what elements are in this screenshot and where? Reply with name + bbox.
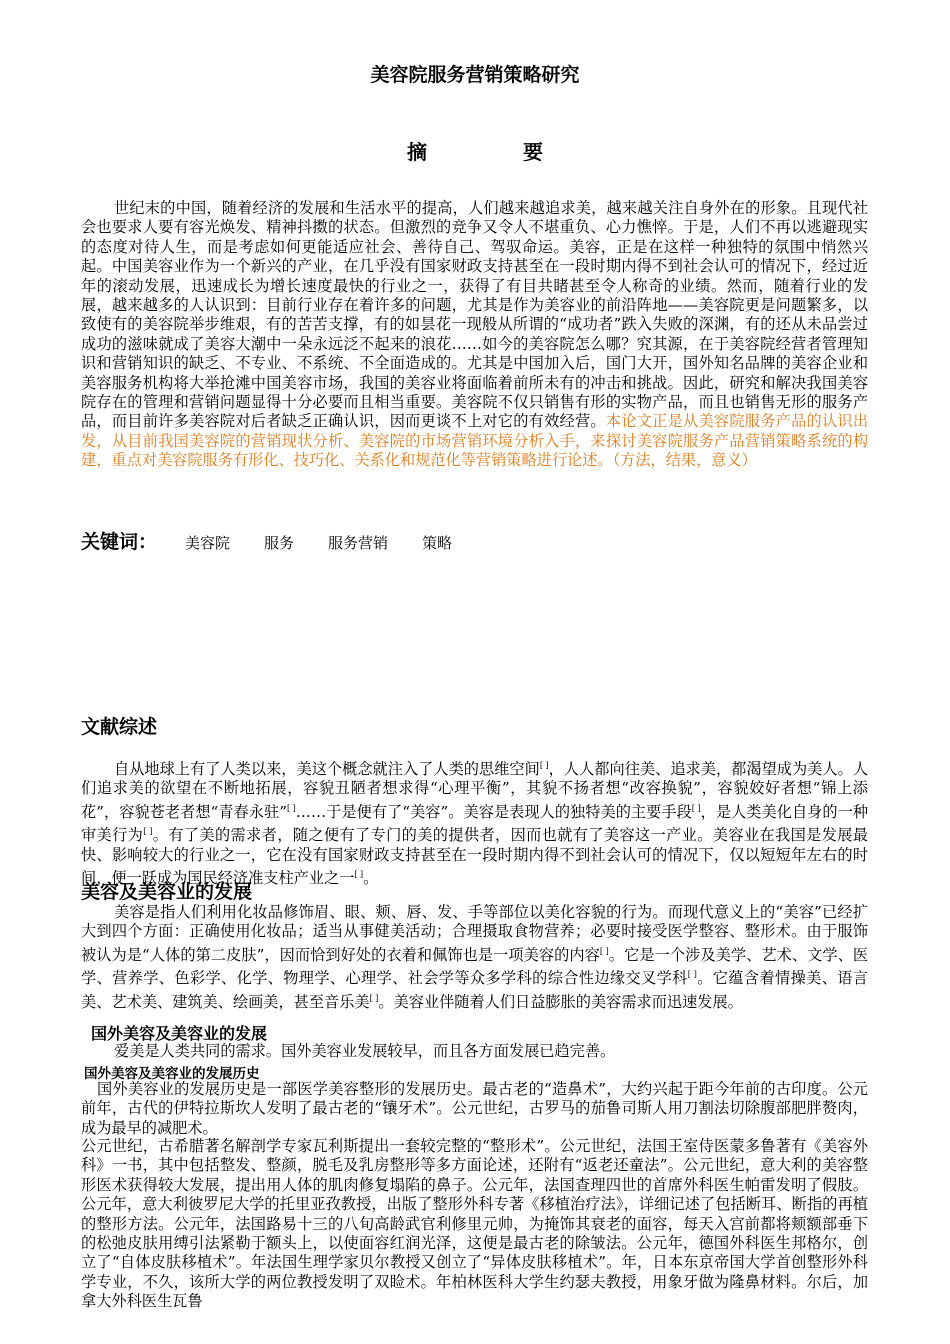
reference-marker: [ ]	[286, 803, 296, 813]
abstract-heading	[0, 136, 950, 165]
beauty-section-paragraph	[81, 903, 868, 1012]
lit-review-text: 。有了美的需求者，随之便有了专门的美的提供者，因而也就有了美容这一产业。美容业在我国是发展最快、影响较大的行业之一，它在没有国家财政支持甚至在一段时期内得不到社会认可的情况下，仅以短短年左右的时间，便一跃成为国民经济准支柱产业之一	[81, 826, 868, 888]
reference-marker: [ ]	[354, 870, 364, 880]
beauty-section-text: 。它是一个涉及美学、艺术、文学、医学、营养学、色彩学、化学、物理学、心理学、社会学等众多学科的综合性边缘交叉学科	[81, 945, 869, 988]
reference-marker: [ ]	[687, 970, 697, 980]
reference-marker: [ ]	[599, 946, 609, 956]
keyword-item: 服务营销	[328, 534, 389, 552]
lit-review-text: 自从地球上有了人类以来，美这个概念就注入了人类的思维空间	[114, 760, 540, 779]
beauty-section-text: 。美容业伴随着人们日益膨胀的美容需求而迅速发展。	[378, 992, 743, 1011]
abstract-highlight: 本论文正是从美容院服务产品的认识出发，从目前我国美容院的营销现状分析、美容院的市场营销环境分析入手，来探讨美容院服务产品营销策略系统的构建，重点对美容院服务有形化、技巧化、关系化和规范化等营销策略进行论述。（方法，结果，意义）	[81, 412, 869, 470]
keyword-item: 服务	[264, 534, 295, 552]
abstract-paragraph	[81, 199, 868, 471]
reference-marker: [ ]	[369, 993, 379, 1003]
keywords-row	[81, 527, 486, 554]
lit-review-text: ，是人类美化自身的一种审美行为	[81, 802, 869, 845]
lit-review-text: 。	[363, 869, 379, 888]
lit-review-text: ……于是便有了“美容”。美容是表现人的独特美的主要手段	[295, 802, 692, 821]
abstract-body: 世纪末的中国，随着经济的发展和生活水平的提高，人们越来越追求美，越来越关注自身外在的形象。且现代社会也要求人要有容光焕发、精神抖擞的状态。但激烈的竞争又令人不堪重负、心力憔悴。于是，人们不再以逃避现实的态度对待人生，而是考虑如何更能适应社会、善待自己、驾驭命运。美容，正是在这样一种独特的氛围中悄然兴起。中国美容业作为一个新兴的产业，在几乎没有国家财政支持甚至在一段时期内得不到社会认可的情况下，经过近年的滚动发展，迅速成长为增长速度最快的行业之一，获得了有目共睹甚至令人称奇的业绩。然而，随着行业的发展，越来越多的人认识到：目前行业存在着许多的问题，尤其是作为美容业的前沿阵地——美容院更是问题繁多，以致使有的美容院举步维艰，有的苦苦支撑，有的如昙花一现般从所谓的“成功者”跌入失败的深渊，有的还从未品尝过成功的滋味就成了美容大潮中一朵永远泛不起来的浪花……如今的美容院怎么哪？究其源，在于美容院经营者管理知识和营销知识的缺乏、不专业、不系统、不全面造成的。尤其是中国加入后，国门大开，国外知名品牌的美容企业和美容服务机构将大举抢滩中国美容市场，我国的美容业将面临着前所未有的冲击和挑战。因此，研究和解决我国美容院存在的管理和营销问题显得十分必要而且相当重要。美容院不仅只销售有形的实物产品，而且也销售无形的服务产品，而目前许多美容院对后者缺乏正确认识，因而更谈不上对它的有效经营。	[81, 199, 868, 431]
beauty-section-text: 美容是指人们利用化妆品修饰眉、眼、颊、唇、发、手等部位以美化容貌的行为。而现代意义上的“美容”已经扩大到四个方面：正确使用化妆品；适当从事健美活动；合理摄取食物营养；必要时接受医学整容、整形术。由于服饰被认为是“人体的第二皮肤”，因而恰到好处的衣着和佩饰也是一项美容的内容	[81, 903, 868, 964]
paper-title: 美容院服务营销策略研究	[370, 64, 580, 86]
beauty-section-text: 。它蕴含着情操美、语言美、艺术美、建筑美、绘画美，甚至音乐美	[81, 969, 868, 1011]
reference-marker: [ ]	[143, 827, 153, 837]
abstract-heading-char-1: 摘	[407, 140, 427, 164]
keyword-item: 策略	[422, 534, 453, 552]
lit-review-text: ，人人都向往美、追求美，都渴望成为美人。人们追求美的欲望在不断地拓展，容貌丑陋者想求得“心理平衡”，其貌不扬者想“改容换貌”，容貌姣好者想“锦上添花”，容貌苍老者想“青春永驻”	[81, 760, 869, 821]
lit-review-paragraph	[81, 756, 868, 889]
keyword-item: 美容院	[185, 534, 231, 552]
beauty-section-heading: 美容及美容业的发展	[81, 881, 253, 903]
foreign-section-paragraph: 爱美是人类共同的需求。国外美容业发展较早，而且各方面发展已趋完善。	[114, 1042, 616, 1060]
reference-marker: [ ]	[539, 761, 549, 770]
keywords-label: 关键词：	[81, 531, 158, 553]
reference-marker: [ ]	[691, 803, 701, 813]
abstract-heading-char-2: 要	[523, 140, 543, 164]
foreign-section-heading: 国外美容及美容业的发展	[91, 1024, 268, 1043]
history-section-heading: 国外美容及美容业的发展历史	[84, 1066, 260, 1082]
lit-review-heading: 文献综述	[81, 716, 158, 738]
history-paragraph-2: 公元世纪，古希腊著名解剖学专家瓦利斯提出一套较完整的“整形术”。公元世纪，法国王室侍医蒙多鲁著有《美容外科》一书，其中包括整发、整颜，脱毛及乳房整形等多方面论述，还附有“返老还童法”。公元世纪，意大利的美容整形医术获得较大发展，提出用人体的肌肉修复塌陷的鼻子。公元年，法国查理四世的首席外科医生帕雷发明了假肢。公元年，意大利彼罗尼大学的托里亚孜教授，出版了整形外科专著《移植治疗法》，详细记述了包括断耳、断指的再植的整形方法。公元年，法国路易十三的八旬高龄武官利修里元帅，为掩饰其衰老的面容，每天入宫前都将颊额部垂下的松弛皮肤用缚引法紧勒于额头上，以使面容红润光泽，这便是最古老的除皱法。公元年，德国外科医生邦格尔，创立了“自体皮肤移植术”。年法国生理学家贝尔教授又创立了“异体皮肤移植术”。年，日本东京帝国大学首创整形外科学专业，不久，该所大学的两位教授发明了双睑术。年柏林医科大学生约瑟夫教授，用象牙做为隆鼻材料。尔后，加拿大外科医生瓦鲁	[81, 1137, 868, 1311]
history-paragraph-1: 国外美容业的发展历史是一部医学美容整形的发展历史。最古老的“造鼻术”，大约兴起于距今年前的古印度。公元前年，古代的伊特拉斯坎人发明了最古老的“镶牙术”。公元世纪，古罗马的茄鲁司斯人用刀割法切除腹部肥胖赘肉，成为最早的减肥术。	[81, 1080, 868, 1137]
